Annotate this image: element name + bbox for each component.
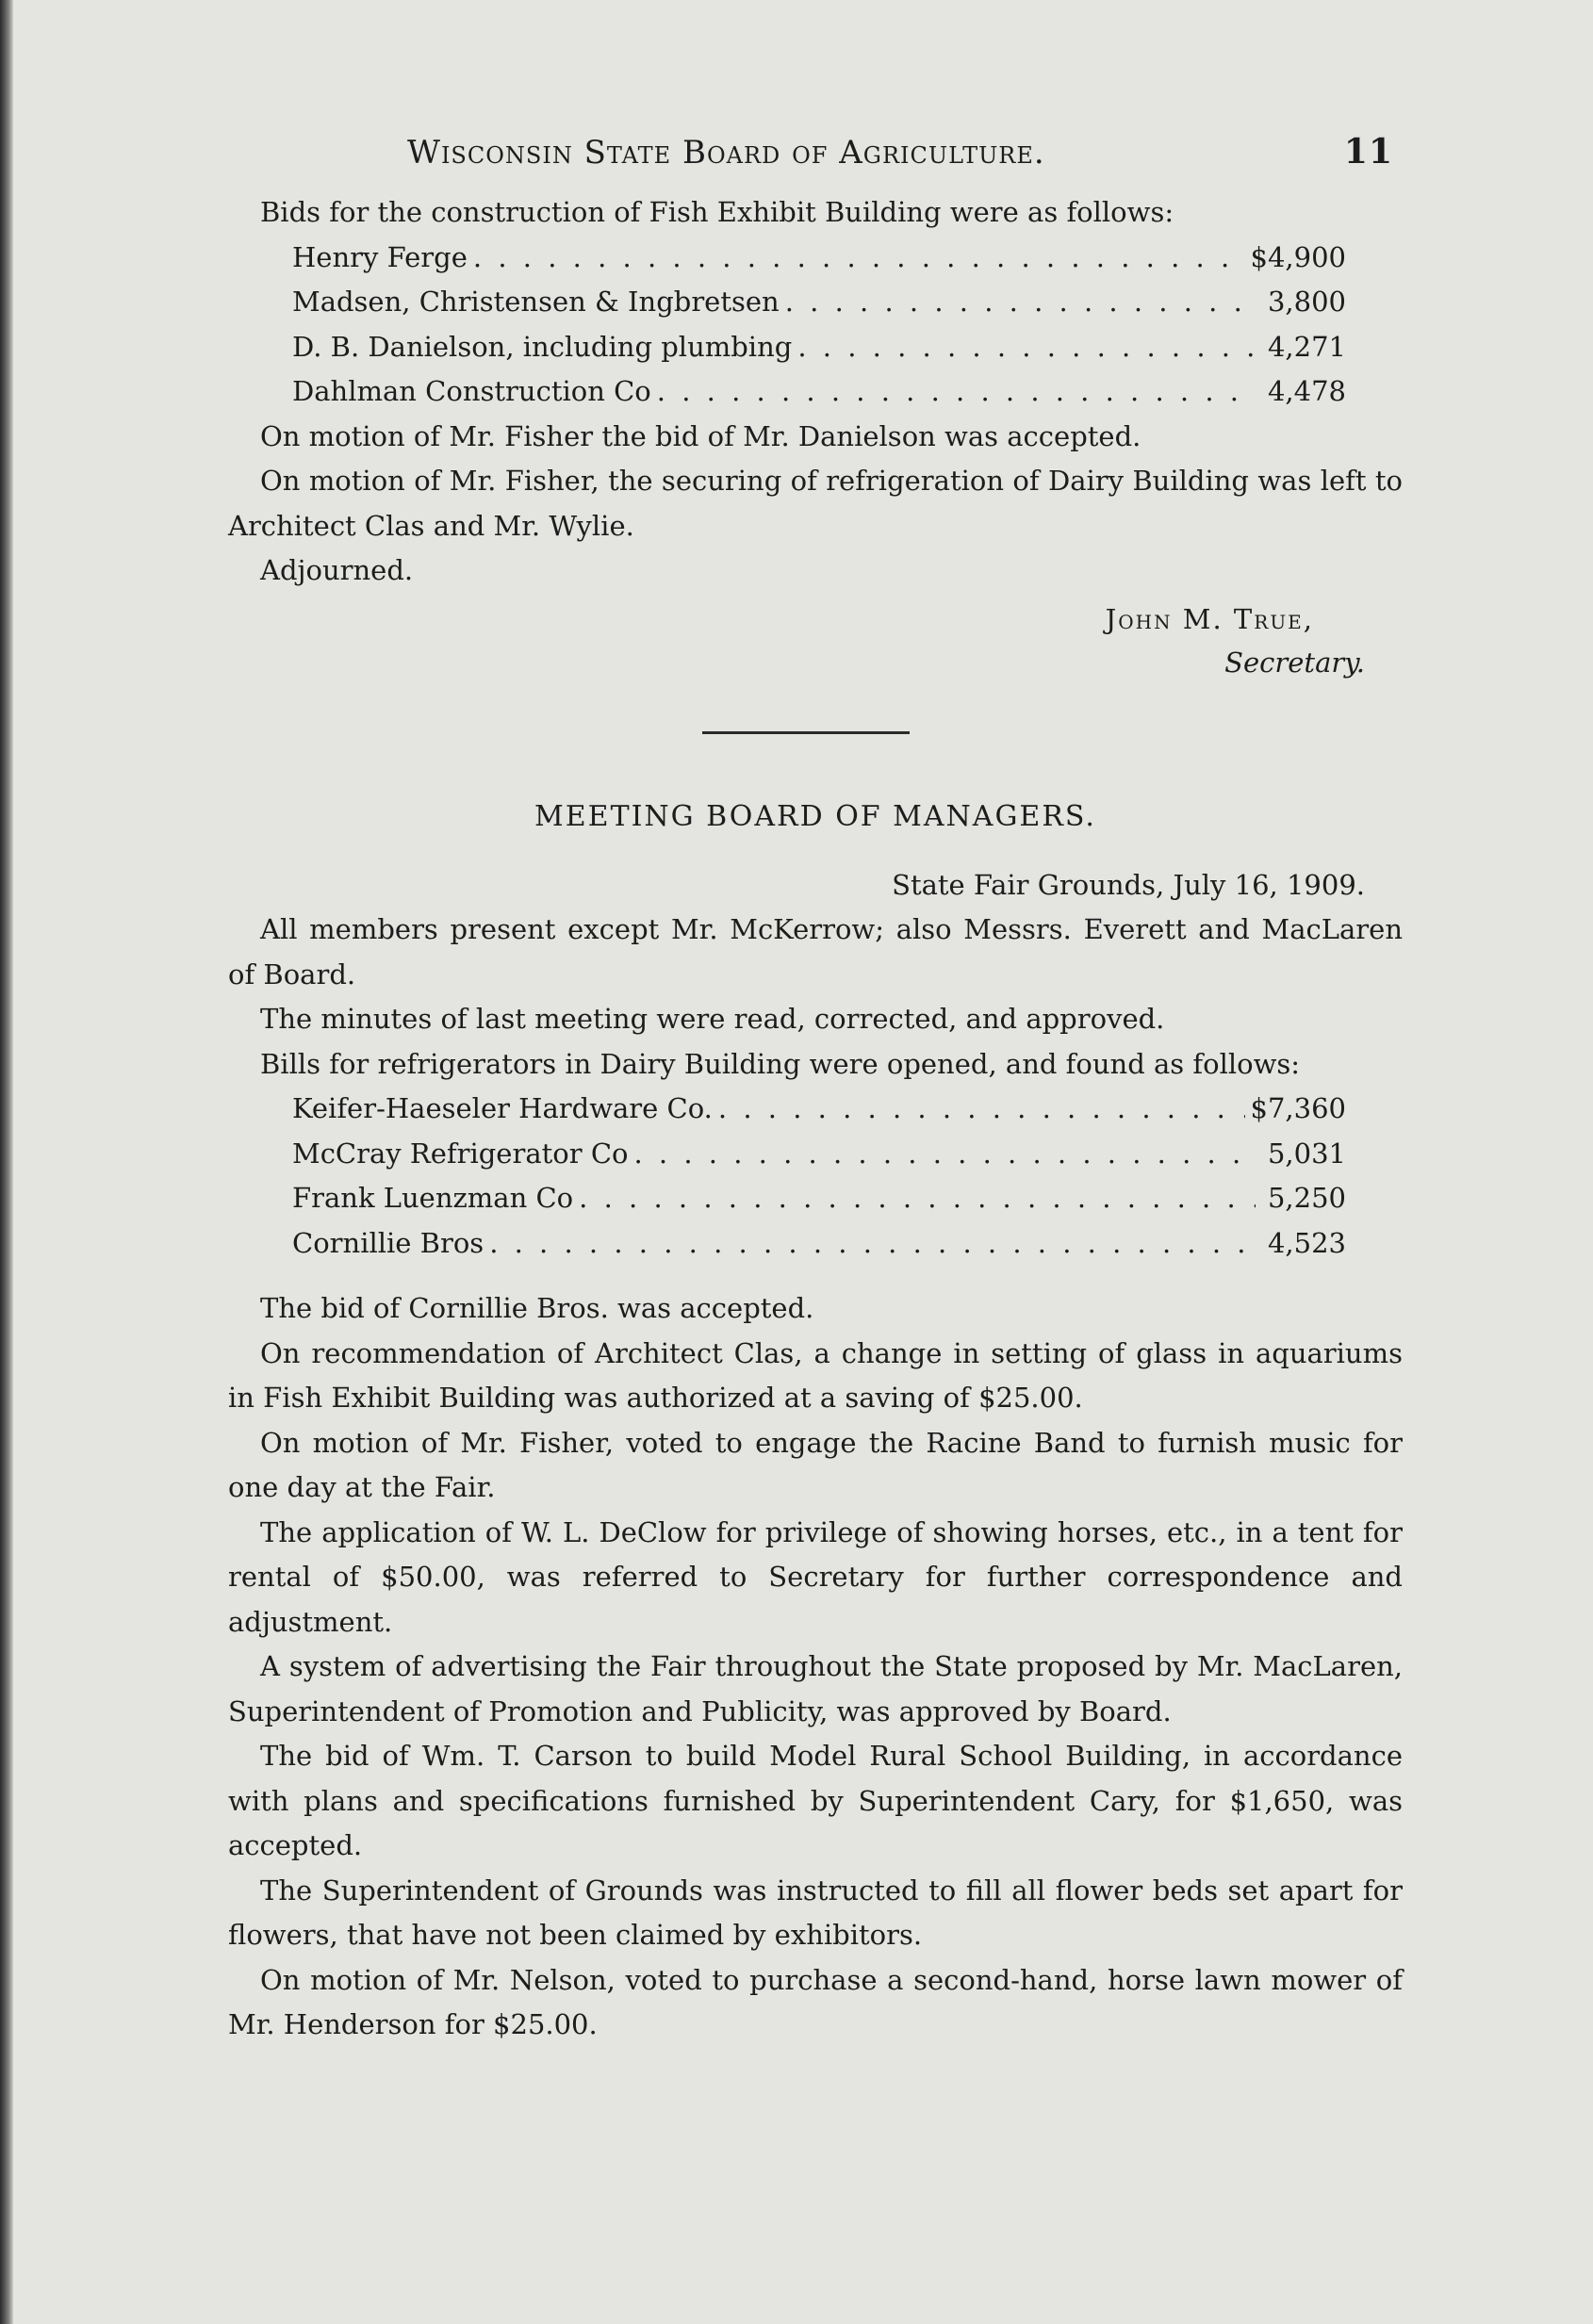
bid-amount: $4,900 bbox=[1250, 240, 1346, 273]
bill-row bbox=[228, 1132, 1403, 1177]
bill-amount: 4,523 bbox=[1267, 1226, 1346, 1259]
dot-leader bbox=[473, 236, 1245, 281]
bidder-name: Frank Luenzman Co bbox=[292, 1182, 574, 1214]
running-header bbox=[228, 132, 1403, 172]
paragraph: The bid of Wm. T. Carson to build Model Rural School Building, in accordance with plans and specifications furnished by Superintendent Cary, for $1,650, was accepted. bbox=[228, 1740, 1403, 1861]
bill-row bbox=[228, 1176, 1403, 1221]
section-heading: MEETING BOARD OF MANAGERS. bbox=[534, 799, 1096, 833]
dot-leader bbox=[657, 369, 1256, 415]
bill-amount: $7,360 bbox=[1250, 1092, 1346, 1124]
dot-leader bbox=[797, 325, 1256, 370]
bill-amount: 5,250 bbox=[1267, 1182, 1346, 1214]
dot-leader bbox=[489, 1221, 1256, 1267]
page-number: 11 bbox=[1343, 132, 1393, 172]
bidder-name: Dahlman Construction Co bbox=[292, 375, 651, 407]
refrigerator-bills-list bbox=[228, 1087, 1403, 1266]
bid-amount: 4,478 bbox=[1267, 375, 1346, 407]
bidder-name: Henry Ferge bbox=[292, 240, 468, 273]
paragraph: On recommendation of Architect Clas, a change in setting of glass in aquariums in Fish Exhibit Building was authorized at a saving of $25.00. bbox=[228, 1336, 1403, 1414]
bidder-name: D. B. Danielson, including plumbing bbox=[292, 330, 793, 363]
paragraph: On motion of Mr. Fisher, voted to engage the Racine Band to furnish music for one day at the Fair. bbox=[228, 1426, 1403, 1503]
fish-building-bids-intro: Bids for the construction of Fish Exhibit Building were as follows: bbox=[260, 196, 1174, 228]
bill-row bbox=[228, 1221, 1403, 1267]
paragraph: On motion of Mr. Fisher, the securing of refrigeration of Dairy Building was left to Architect Clas and Mr. Wylie. bbox=[228, 465, 1403, 542]
paragraph: The bid of Cornillie Bros. was accepted. bbox=[260, 1292, 814, 1324]
paragraph: Adjourned. bbox=[260, 554, 414, 586]
dot-leader bbox=[718, 1087, 1245, 1132]
dot-leader bbox=[579, 1176, 1256, 1221]
running-title: Wisconsin State Board of Agriculture. bbox=[407, 134, 1045, 172]
section-divider bbox=[702, 731, 910, 734]
dot-leader bbox=[785, 280, 1256, 325]
document-page bbox=[13, 0, 1593, 2324]
paragraph: The Superintendent of Grounds was instructed to fill all flower beds set apart for flowers, that have not been claimed by exhibitors. bbox=[228, 1874, 1403, 1951]
paragraph: The application of W. L. DeClow for privilege of showing horses, etc., in a tent for rental of $50.00, was referred to Secretary for further correspondence and adjustment. bbox=[228, 1515, 1403, 1638]
signature-block bbox=[228, 597, 1403, 684]
paragraph: All members present except Mr. McKerrow; also Messrs. Everett and MacLaren of Board. bbox=[228, 913, 1403, 990]
bill-amount: 5,031 bbox=[1267, 1137, 1346, 1170]
dateline: State Fair Grounds, July 16, 1909. bbox=[892, 868, 1365, 901]
bidder-name: Keifer-Haeseler Hardware Co. bbox=[292, 1092, 713, 1124]
bid-amount: 3,800 bbox=[1267, 286, 1346, 318]
bidder-name: Madsen, Christensen & Ingbretsen bbox=[292, 286, 780, 318]
paragraph: On motion of Mr. Fisher the bid of Mr. Danielson was accepted. bbox=[260, 419, 1141, 452]
bid-row bbox=[228, 369, 1403, 415]
bidder-name: McCray Refrigerator Co bbox=[292, 1137, 629, 1170]
bid-row bbox=[228, 325, 1403, 370]
bid-row bbox=[228, 280, 1403, 325]
signature-role: Secretary. bbox=[1224, 646, 1365, 679]
bidder-name: Cornillie Bros bbox=[292, 1226, 484, 1259]
bid-amount: 4,271 bbox=[1267, 330, 1346, 363]
paragraph: A system of advertising the Fair throughout the State proposed by Mr. MacLaren, Superintendent of Promotion and Publicity, was approved by Board. bbox=[228, 1650, 1403, 1727]
spacer bbox=[228, 1266, 1403, 1286]
paragraph: The minutes of last meeting were read, corrected, and approved. bbox=[260, 1003, 1165, 1035]
dot-leader bbox=[633, 1132, 1256, 1177]
fish-building-bids-list bbox=[228, 236, 1403, 415]
page-content bbox=[228, 132, 1403, 2048]
bill-row bbox=[228, 1087, 1403, 1132]
signature-name: John M. True, bbox=[1105, 602, 1314, 635]
bid-row bbox=[228, 236, 1403, 281]
paragraph: Bills for refrigerators in Dairy Building were opened, and found as follows: bbox=[260, 1047, 1301, 1080]
book-binding-edge bbox=[0, 0, 13, 2324]
paragraph: On motion of Mr. Nelson, voted to purchase a second-hand, horse lawn mower of Mr. Henderson for $25.00. bbox=[228, 1963, 1403, 2040]
